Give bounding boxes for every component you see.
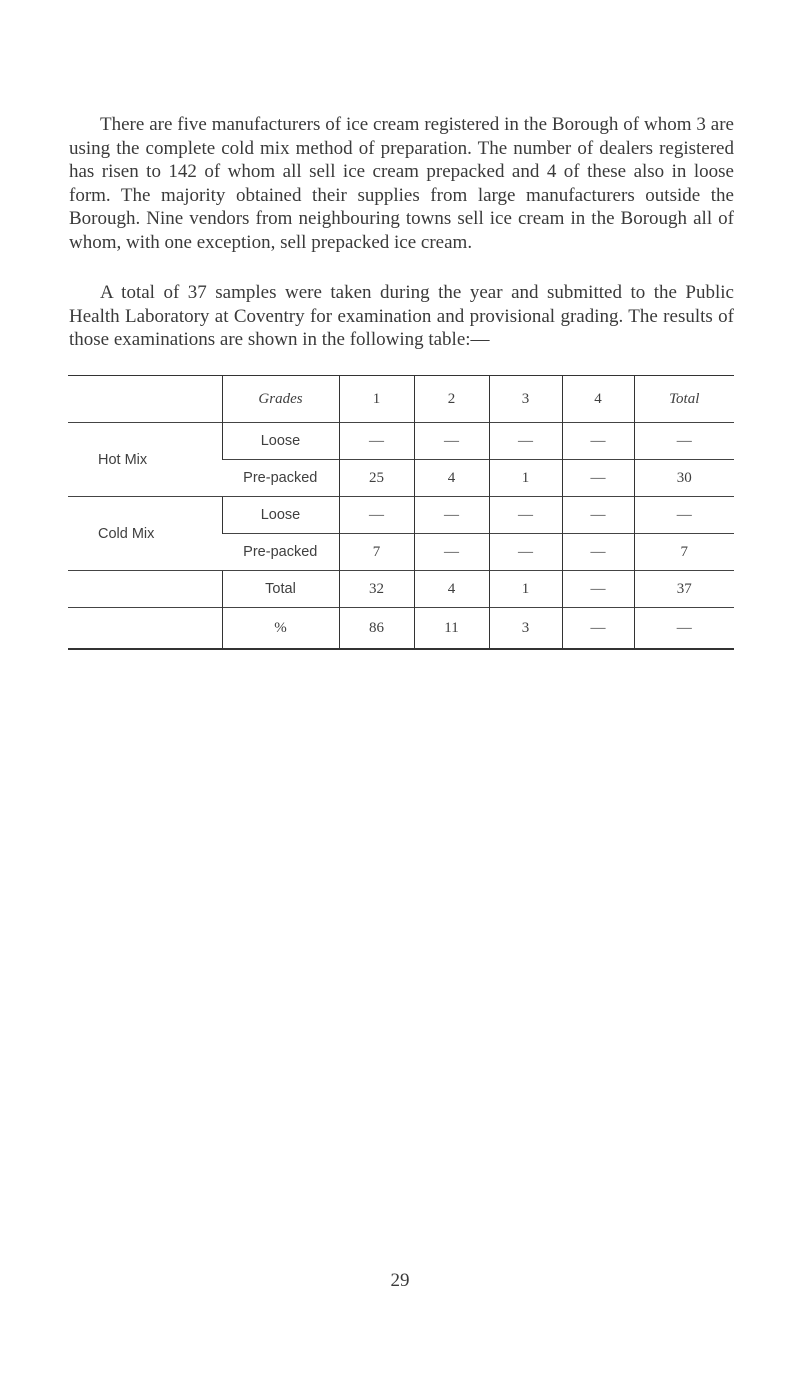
row-type-label: Pre-packed — [222, 534, 339, 571]
group-label-cold-mix: Cold Mix — [68, 497, 222, 571]
table-empty-cell — [68, 571, 222, 608]
header-grades: Grades — [222, 376, 339, 423]
table-header-row — [68, 376, 734, 423]
table-cell: 86 — [339, 608, 414, 650]
page-number: 29 — [390, 1270, 410, 1291]
total-label: Total — [222, 571, 339, 608]
table-cell: — — [339, 423, 414, 460]
table-cell: 3 — [489, 608, 562, 650]
table-cell: — — [414, 423, 489, 460]
table-total-row — [68, 571, 734, 608]
row-type-label: Pre-packed — [222, 460, 339, 497]
paragraph-manufacturers: There are five manufacturers of ice cream registered in the Borough of whom 3 are using the complete cold mix method of preparation. The number of dealers registered has risen to 142 of whom all sell ice cream prepacked and 4 of these also in loose form. The majority obtained their supplies from large manufacturers outside the Borough. Nine vendors from neighbouring towns sell ice cream in the Borough all of whom, with one exception, sell prepacked ice cream. — [69, 114, 734, 253]
table-cell: 1 — [489, 460, 562, 497]
table-cell: — — [634, 608, 734, 650]
table-cell: 7 — [634, 534, 734, 571]
header-grade-2: 2 — [414, 376, 489, 423]
table-cell: — — [634, 497, 734, 534]
header-grade-3: 3 — [489, 376, 562, 423]
ice-cream-grading-table — [68, 375, 734, 650]
table-cell: — — [634, 423, 734, 460]
table-empty-cell — [68, 608, 222, 650]
table-corner-cell — [68, 376, 222, 423]
table-percent-row — [68, 608, 734, 650]
table-cell: — — [489, 423, 562, 460]
table-cell: 4 — [414, 460, 489, 497]
table-cell: — — [489, 534, 562, 571]
table-cell: — — [562, 460, 634, 497]
header-total: Total — [634, 376, 734, 423]
table-cell: 4 — [414, 571, 489, 608]
table-cell: — — [414, 534, 489, 571]
table-row — [68, 423, 734, 460]
paragraph-samples: A total of 37 samples were taken during the year and submitted to the Public Health Laboratory at Coventry for examination and provisional grading. The results of those examinations are shown in the following table:— — [69, 282, 734, 350]
table-cell: — — [339, 497, 414, 534]
table-row — [68, 497, 734, 534]
table-cell: 25 — [339, 460, 414, 497]
table-cell: 11 — [414, 608, 489, 650]
row-type-label: Loose — [222, 497, 339, 534]
table-cell: — — [562, 571, 634, 608]
header-grade-1: 1 — [339, 376, 414, 423]
table-cell: — — [489, 497, 562, 534]
table-cell: — — [562, 534, 634, 571]
table-cell: 30 — [634, 460, 734, 497]
table-cell: — — [562, 608, 634, 650]
table-cell: — — [414, 497, 489, 534]
percent-label: % — [222, 608, 339, 650]
table-cell: 37 — [634, 571, 734, 608]
row-type-label: Loose — [222, 423, 339, 460]
table-cell: 32 — [339, 571, 414, 608]
table-cell: — — [562, 497, 634, 534]
header-grade-4: 4 — [562, 376, 634, 423]
group-label-hot-mix: Hot Mix — [68, 423, 222, 497]
table-cell: 7 — [339, 534, 414, 571]
table-cell: 1 — [489, 571, 562, 608]
table-cell: — — [562, 423, 634, 460]
